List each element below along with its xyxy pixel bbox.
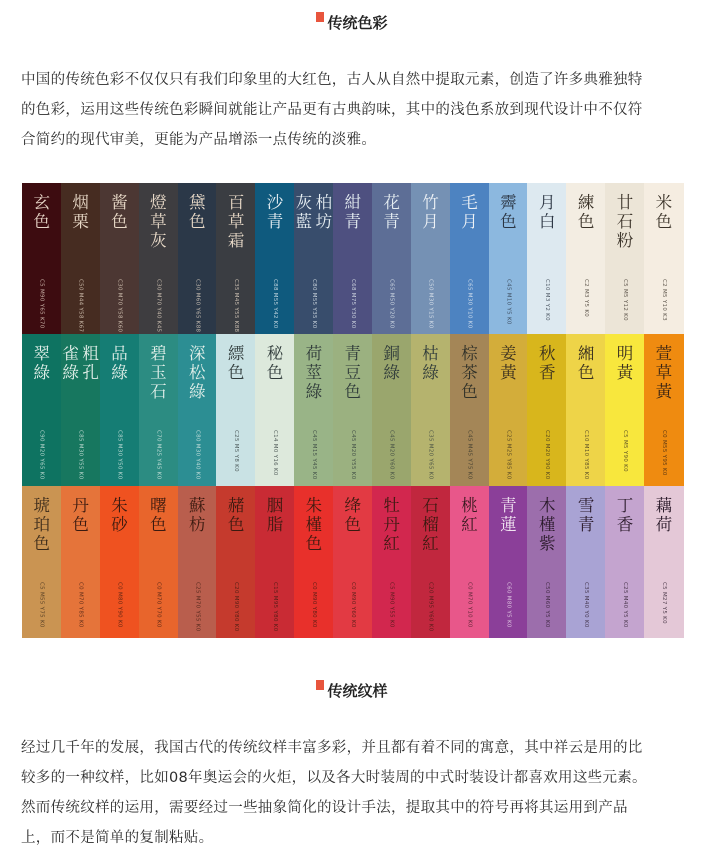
cmyk-code: C70 M25 Y45 K0: [155, 430, 162, 480]
color-name: 石 榴 紅: [422, 495, 439, 553]
color-name: 銅 綠: [383, 344, 400, 383]
cmyk-code: C5 M90 Y55 K0: [388, 581, 395, 628]
color-name: 雪 青: [577, 495, 595, 534]
color-name: 丹 色: [72, 495, 89, 534]
color-swatch: [527, 183, 566, 335]
cmyk-code: C0 M70 Y70 K0: [155, 581, 162, 628]
cmyk-code: C85 M30 Y50 K0: [116, 430, 123, 480]
color-name: 绛 色: [344, 495, 362, 534]
cmyk-code: C50 M30 Y15 K0: [427, 279, 434, 329]
color-swatch: [489, 334, 528, 486]
cmyk-code: C90 M20 Y65 K0: [38, 430, 45, 480]
cmyk-code: C85 M30 Y55 K0: [77, 430, 84, 480]
color-swatch: [644, 334, 683, 486]
traditional-color-palette: [22, 183, 683, 637]
paragraph-line: 中国的传统色彩不仅仅只有我们印象里的大红色，古人从自然中提取元素，创造了许多典雅独特: [21, 72, 643, 88]
color-swatch: [61, 334, 100, 486]
color-swatch: [333, 334, 372, 486]
color-name: 紺 青: [344, 193, 362, 231]
cmyk-code: C25 M40 Y5 K0: [621, 581, 628, 628]
color-swatch: [644, 183, 683, 335]
color-swatch: [139, 183, 178, 335]
color-name: 燈 草 灰: [150, 193, 167, 250]
color-name: 花 青: [383, 193, 400, 231]
color-name: 朱 槿 色: [305, 495, 323, 553]
cmyk-code: C88 M55 Y42 K0: [272, 279, 279, 329]
color-swatch: [100, 183, 139, 335]
cmyk-code: C5 M90 Y65 K70: [38, 279, 45, 329]
cmyk-code: C45 M10 Y5 K0: [505, 279, 512, 325]
color-swatch: [605, 334, 644, 486]
cmyk-code: C5 M5 Y12 K0: [621, 279, 628, 321]
color-name: 蘇 枋: [189, 495, 206, 534]
color-swatch: [61, 486, 100, 638]
color-name: 青 豆 色: [344, 344, 362, 402]
paragraph-line: 较多的一种纹样，比如08年奥运会的火炬，以及各大时装周的中式时装设计都喜欢用这些元素。: [21, 770, 647, 786]
color-swatch: [372, 334, 411, 486]
color-swatch: [216, 334, 255, 486]
cmyk-code: C0 M90 Y60 K0: [349, 581, 356, 628]
cmyk-code: C14 M0 Y16 K0: [272, 430, 279, 477]
color-swatch: [566, 183, 605, 335]
cmyk-code: C45 M45 Y75 K0: [466, 430, 473, 480]
color-name: 烟 栗: [72, 193, 89, 231]
color-name: 胭 脂: [266, 495, 284, 534]
cmyk-code: C68 M75 Y30 K0: [349, 279, 356, 329]
color-swatch: [255, 334, 294, 486]
color-name: 丁 香: [616, 495, 634, 534]
cmyk-code: C25 M25 Y85 K0: [505, 430, 512, 480]
color-swatch: [527, 334, 566, 486]
paragraph-line: 然而传统纹样的运用，需要经过一些抽象简化的设计手法，提取其中的符号再将其运用到产品: [21, 800, 628, 816]
color-swatch: [100, 334, 139, 486]
cmyk-code: C5 M55 Y75 K0: [38, 581, 45, 628]
cmyk-code: C2 M3 Y5 K0: [583, 279, 590, 318]
color-swatch: [450, 183, 489, 335]
color-name: 萱 草 黃: [655, 344, 673, 402]
color-name: 縹 色: [227, 344, 245, 383]
color-swatch: [100, 486, 139, 638]
cmyk-code: C25 M70 Y55 K0: [194, 581, 201, 632]
color-swatch: [255, 183, 294, 335]
section-heading-patterns: [0, 680, 704, 701]
color-swatch: [333, 486, 372, 638]
color-name: 朱 砂: [111, 495, 128, 534]
color-swatch: [605, 183, 644, 335]
color-swatch: [372, 183, 411, 335]
color-swatch: [294, 183, 333, 335]
color-swatch: [489, 486, 528, 638]
color-swatch: [61, 183, 100, 335]
color-name: 明 黃: [616, 344, 634, 383]
cmyk-code: C15 M95 Y80 K0: [272, 581, 279, 632]
color-swatch: [294, 486, 333, 638]
color-name: 酱 色: [111, 193, 128, 231]
color-name: 廿 石 粉: [616, 193, 634, 250]
color-name: 霽 色: [500, 193, 517, 231]
cmyk-code: C65 M50 Y20 K0: [388, 279, 395, 329]
color-name: 百 草 霜: [227, 193, 245, 250]
cmyk-code: C30 M70 Y40 K45: [155, 279, 162, 333]
color-name: 竹 月: [422, 193, 439, 231]
color-swatch: [216, 183, 255, 335]
color-swatch: [605, 486, 644, 638]
color-name: 青 蓮: [500, 495, 517, 534]
color-name: 曙 色: [150, 495, 167, 534]
cmyk-code: C25 M5 Y8 K0: [233, 430, 240, 473]
color-swatch: [372, 486, 411, 638]
color-name: 桃 紅: [461, 495, 478, 534]
color-name: 練 色: [577, 193, 595, 231]
color-name: 翠 綠: [33, 344, 50, 383]
color-swatch: [411, 486, 450, 638]
section-title: 传统纹样: [327, 682, 388, 700]
cmyk-code: C10 M3 Y2 K0: [544, 279, 551, 321]
cmyk-code: C35 M40 Y0 K0: [583, 581, 590, 628]
color-swatch: [489, 183, 528, 335]
color-name: 秋 香: [538, 344, 556, 383]
color-name: 灰 藍 柏 坊: [295, 193, 333, 231]
cmyk-code: C2 M5 Y10 K3: [660, 279, 667, 321]
color-name: 赭 色: [227, 495, 245, 534]
color-swatch: [178, 334, 217, 486]
color-name: 碧 玉 石: [150, 344, 167, 402]
cmyk-code: C10 M10 Y85 K0: [583, 430, 590, 480]
paragraph-line: 合简约的现代审美，更能为产品增添一点传统的淡雅。: [21, 132, 377, 148]
cmyk-code: C5 M5 Y90 K0: [621, 430, 628, 473]
cmyk-code: C45 M20 Y55 K0: [349, 430, 356, 480]
cmyk-code: C20 M20 Y90 K0: [544, 430, 551, 480]
cmyk-code: C0 M55 Y95 K0: [660, 430, 667, 477]
color-swatch: [255, 486, 294, 638]
color-name: 枯 綠: [422, 344, 439, 383]
cmyk-code: C80 M30 Y40 K0: [194, 430, 201, 480]
cmyk-code: C20 M90 Y80 K0: [233, 581, 240, 632]
color-swatch: [294, 334, 333, 486]
color-name: 沙 青: [266, 193, 284, 231]
cmyk-code: C35 M45 Y55 K88: [233, 279, 240, 333]
cmyk-code: C45 M15 Y45 K0: [310, 430, 317, 480]
section-title: 传统色彩: [327, 14, 388, 32]
color-name: 藕 荷: [655, 495, 673, 534]
color-name: 毛 月: [461, 193, 478, 231]
color-name: 米 色: [655, 193, 673, 231]
cmyk-code: C0 M80 Y90 K0: [116, 581, 123, 628]
color-swatch: [139, 334, 178, 486]
color-name: 深 松 綠: [189, 344, 206, 402]
color-swatch: [216, 486, 255, 638]
cmyk-code: C20 M95 Y60 K0: [427, 581, 434, 632]
color-name: 木 槿 紫: [538, 495, 556, 553]
cmyk-code: C45 M20 Y60 K0: [388, 430, 395, 480]
cmyk-code: C65 M30 Y10 K0: [466, 279, 473, 329]
color-swatch: [527, 486, 566, 638]
heading-bullet-icon: [316, 680, 324, 690]
color-swatch: [450, 486, 489, 638]
color-name: 雀 綠 粗 孔: [62, 344, 99, 383]
paragraph-line: 经过几千年的发展，我国古代的传统纹样丰富多彩，并且都有着不同的寓意，其中祥云是用的比: [21, 740, 643, 756]
color-name: 品 綠: [111, 344, 128, 383]
color-swatch: [566, 334, 605, 486]
color-name: 琥 珀 色: [33, 495, 50, 553]
cmyk-code: C30 M70 Y58 K60: [116, 279, 123, 333]
cmyk-code: C60 M80 Y5 K0: [505, 581, 512, 628]
heading-bullet-icon: [316, 12, 324, 22]
color-swatch: [22, 486, 61, 638]
color-swatch: [411, 183, 450, 335]
cmyk-code: C30 M60 Y65 K88: [194, 279, 201, 333]
color-name: 玄 色: [33, 193, 50, 231]
color-name: 牡 丹 紅: [383, 495, 400, 553]
cmyk-code: C0 M70 Y85 K0: [77, 581, 84, 628]
color-swatch: [333, 183, 372, 335]
color-name: 秘 色: [266, 344, 284, 383]
paragraph-line: 的色彩，运用这些传统色彩瞬间就能让产品更有古典韵味，其中的浅色系放到现代设计中不仅符: [21, 102, 643, 118]
cmyk-code: C80 M55 Y35 K0: [310, 279, 317, 329]
color-swatch: [411, 334, 450, 486]
color-name: 棕 茶 色: [461, 344, 478, 402]
color-swatch: [566, 486, 605, 638]
color-name: 月 白: [538, 193, 556, 231]
patterns-paragraph: [21, 733, 685, 853]
colors-paragraph: [21, 65, 685, 155]
paragraph-line: 上，而不是简单的复制粘贴。: [21, 830, 214, 846]
color-name: 姜 黃: [500, 344, 517, 383]
color-swatch: [22, 183, 61, 335]
color-swatch: [139, 486, 178, 638]
cmyk-code: C35 M20 Y65 K0: [427, 430, 434, 480]
cmyk-code: C0 M70 Y10 K0: [466, 581, 473, 628]
color-name: 緗 色: [577, 344, 595, 383]
cmyk-code: C0 M90 Y80 K0: [310, 581, 317, 628]
color-name: 黛 色: [189, 193, 206, 231]
cmyk-code: C5 M27 Y5 K0: [660, 581, 667, 624]
cmyk-code: C50 M44 Y58 K67: [77, 279, 84, 333]
section-heading-colors: [0, 12, 704, 33]
color-swatch: [22, 334, 61, 486]
color-swatch: [450, 334, 489, 486]
color-swatch: [178, 486, 217, 638]
color-swatch: [644, 486, 683, 638]
color-swatch: [178, 183, 217, 335]
cmyk-code: C50 M60 Y5 K0: [544, 581, 551, 628]
color-name: 荷 莖 綠: [305, 344, 323, 402]
